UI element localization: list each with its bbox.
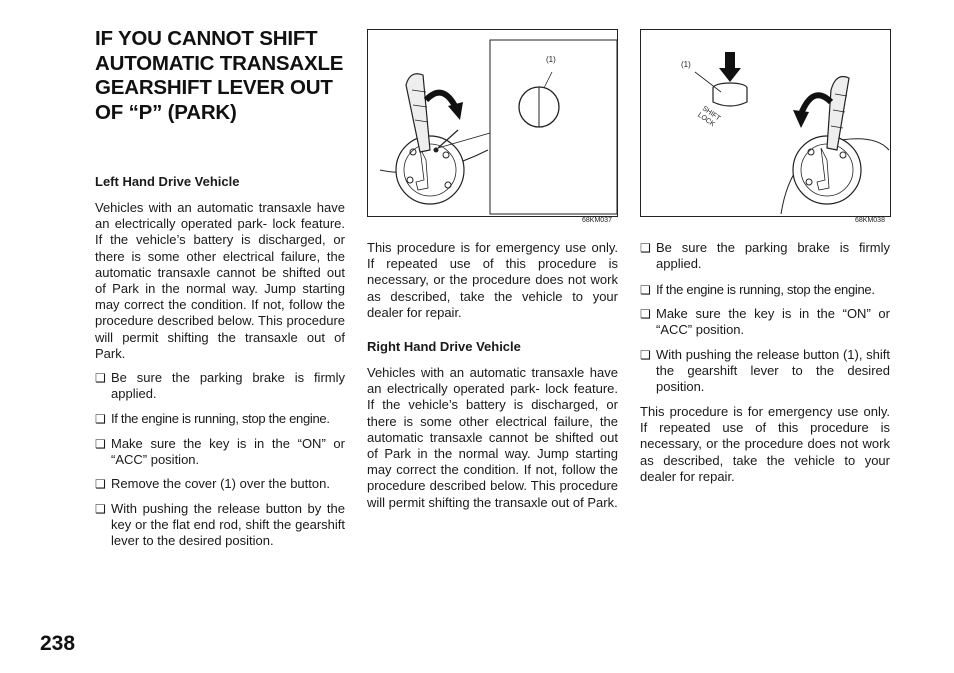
rhd-bullet	[640, 282, 890, 298]
bullet-box-icon: ❑	[640, 307, 651, 321]
figure-lhd-shift-lock	[367, 29, 618, 224]
bullet-box-icon: ❑	[640, 283, 651, 297]
lhd-bullet	[95, 370, 345, 402]
lhd-bullet	[95, 501, 345, 550]
bullet-box-icon: ❑	[95, 437, 106, 451]
rhd-bullet-text: Be sure the parking brake is firmly applied.	[656, 240, 890, 272]
lhd-heading: Left Hand Drive Vehicle	[95, 174, 240, 189]
page-number: 238	[40, 632, 76, 655]
lhd-bullet-text: Make sure the key is in the “ON” or “ACC” position.	[111, 436, 345, 468]
lhd-bullet-text: Remove the cover (1) over the button.	[111, 476, 330, 491]
lhd-bullet	[95, 436, 345, 468]
bullet-box-icon: ❑	[640, 348, 651, 362]
rhd-heading: Right Hand Drive Vehicle	[367, 339, 521, 354]
figure-code: 68KM038	[855, 217, 885, 224]
rhd-bullet	[640, 306, 890, 338]
bullet-box-icon: ❑	[95, 502, 106, 516]
bullet-box-icon: ❑	[640, 241, 651, 255]
bullet-box-icon: ❑	[95, 371, 106, 385]
rhd-bullet-text: Make sure the key is in the “ON” or “ACC” position.	[656, 306, 890, 338]
figure-callout-label: (1)	[681, 60, 691, 69]
section-title: IF YOU CANNOT SHIFT AUTOMATIC TRANSAXLE GEARSHIFT LEVER OUT OF “P” (PARK)	[95, 27, 344, 124]
lhd-bullet	[95, 411, 345, 427]
figure-callout-label: (1)	[546, 55, 556, 64]
figure-rhd-shift-lock	[640, 29, 891, 224]
lhd-intro: Vehicles with an automatic transaxle have an electrically operated park- lock feature. If the vehicle’s battery is discharged, or there is some other electrical failure, the automatic transaxle cannot be shifted out of Park in the normal way. Jump starting may correct the condition. If not, follow the procedure described below. This procedure will permit shifting the transaxle out of Park.	[95, 200, 345, 361]
rhd-intro: Vehicles with an automatic transaxle have an electrically operated park- lock feature. If the vehicle’s battery is discharged, or there is some other electrical failure, the automatic transaxle cannot be shifted out of Park in the normal way. Jump starting may correct the condition. If not, follow the procedure described below. This procedure will permit shifting the transaxle out of Park.	[367, 365, 618, 510]
shift-lock-button-illustration-icon	[641, 30, 890, 216]
bullet-box-icon: ❑	[95, 477, 106, 491]
shift-lock-stamp: SHIFT LOCK	[696, 105, 722, 129]
gearshift-illustration-icon	[368, 30, 617, 216]
rhd-bullet	[640, 347, 890, 396]
rhd-bullet-text: With pushing the release button (1), shift the gearshift lever to the desired position.	[656, 347, 890, 395]
bullet-box-icon: ❑	[95, 412, 106, 426]
rhd-bullet-text: If the engine is running, stop the engine.	[656, 282, 875, 297]
lhd-bullet-text: If the engine is running, stop the engine.	[111, 411, 330, 426]
emergency-note: This procedure is for emergency use only. If repeated use of this procedure is necessary, or the procedure does not work as described, take the vehicle to your dealer for repair.	[367, 240, 618, 320]
lhd-bullet-text: With pushing the release button by the key or the flat end rod, shift the gearshift lever to the desired position.	[111, 501, 345, 549]
emergency-note: This procedure is for emergency use only. If repeated use of this procedure is necessary, or the procedure does not work as described, take the vehicle to your dealer for repair.	[640, 404, 890, 484]
figure-code: 68KM037	[582, 217, 612, 224]
lhd-bullet	[95, 476, 345, 492]
lhd-bullet-text: Be sure the parking brake is firmly applied.	[111, 370, 345, 402]
rhd-bullet	[640, 240, 890, 272]
